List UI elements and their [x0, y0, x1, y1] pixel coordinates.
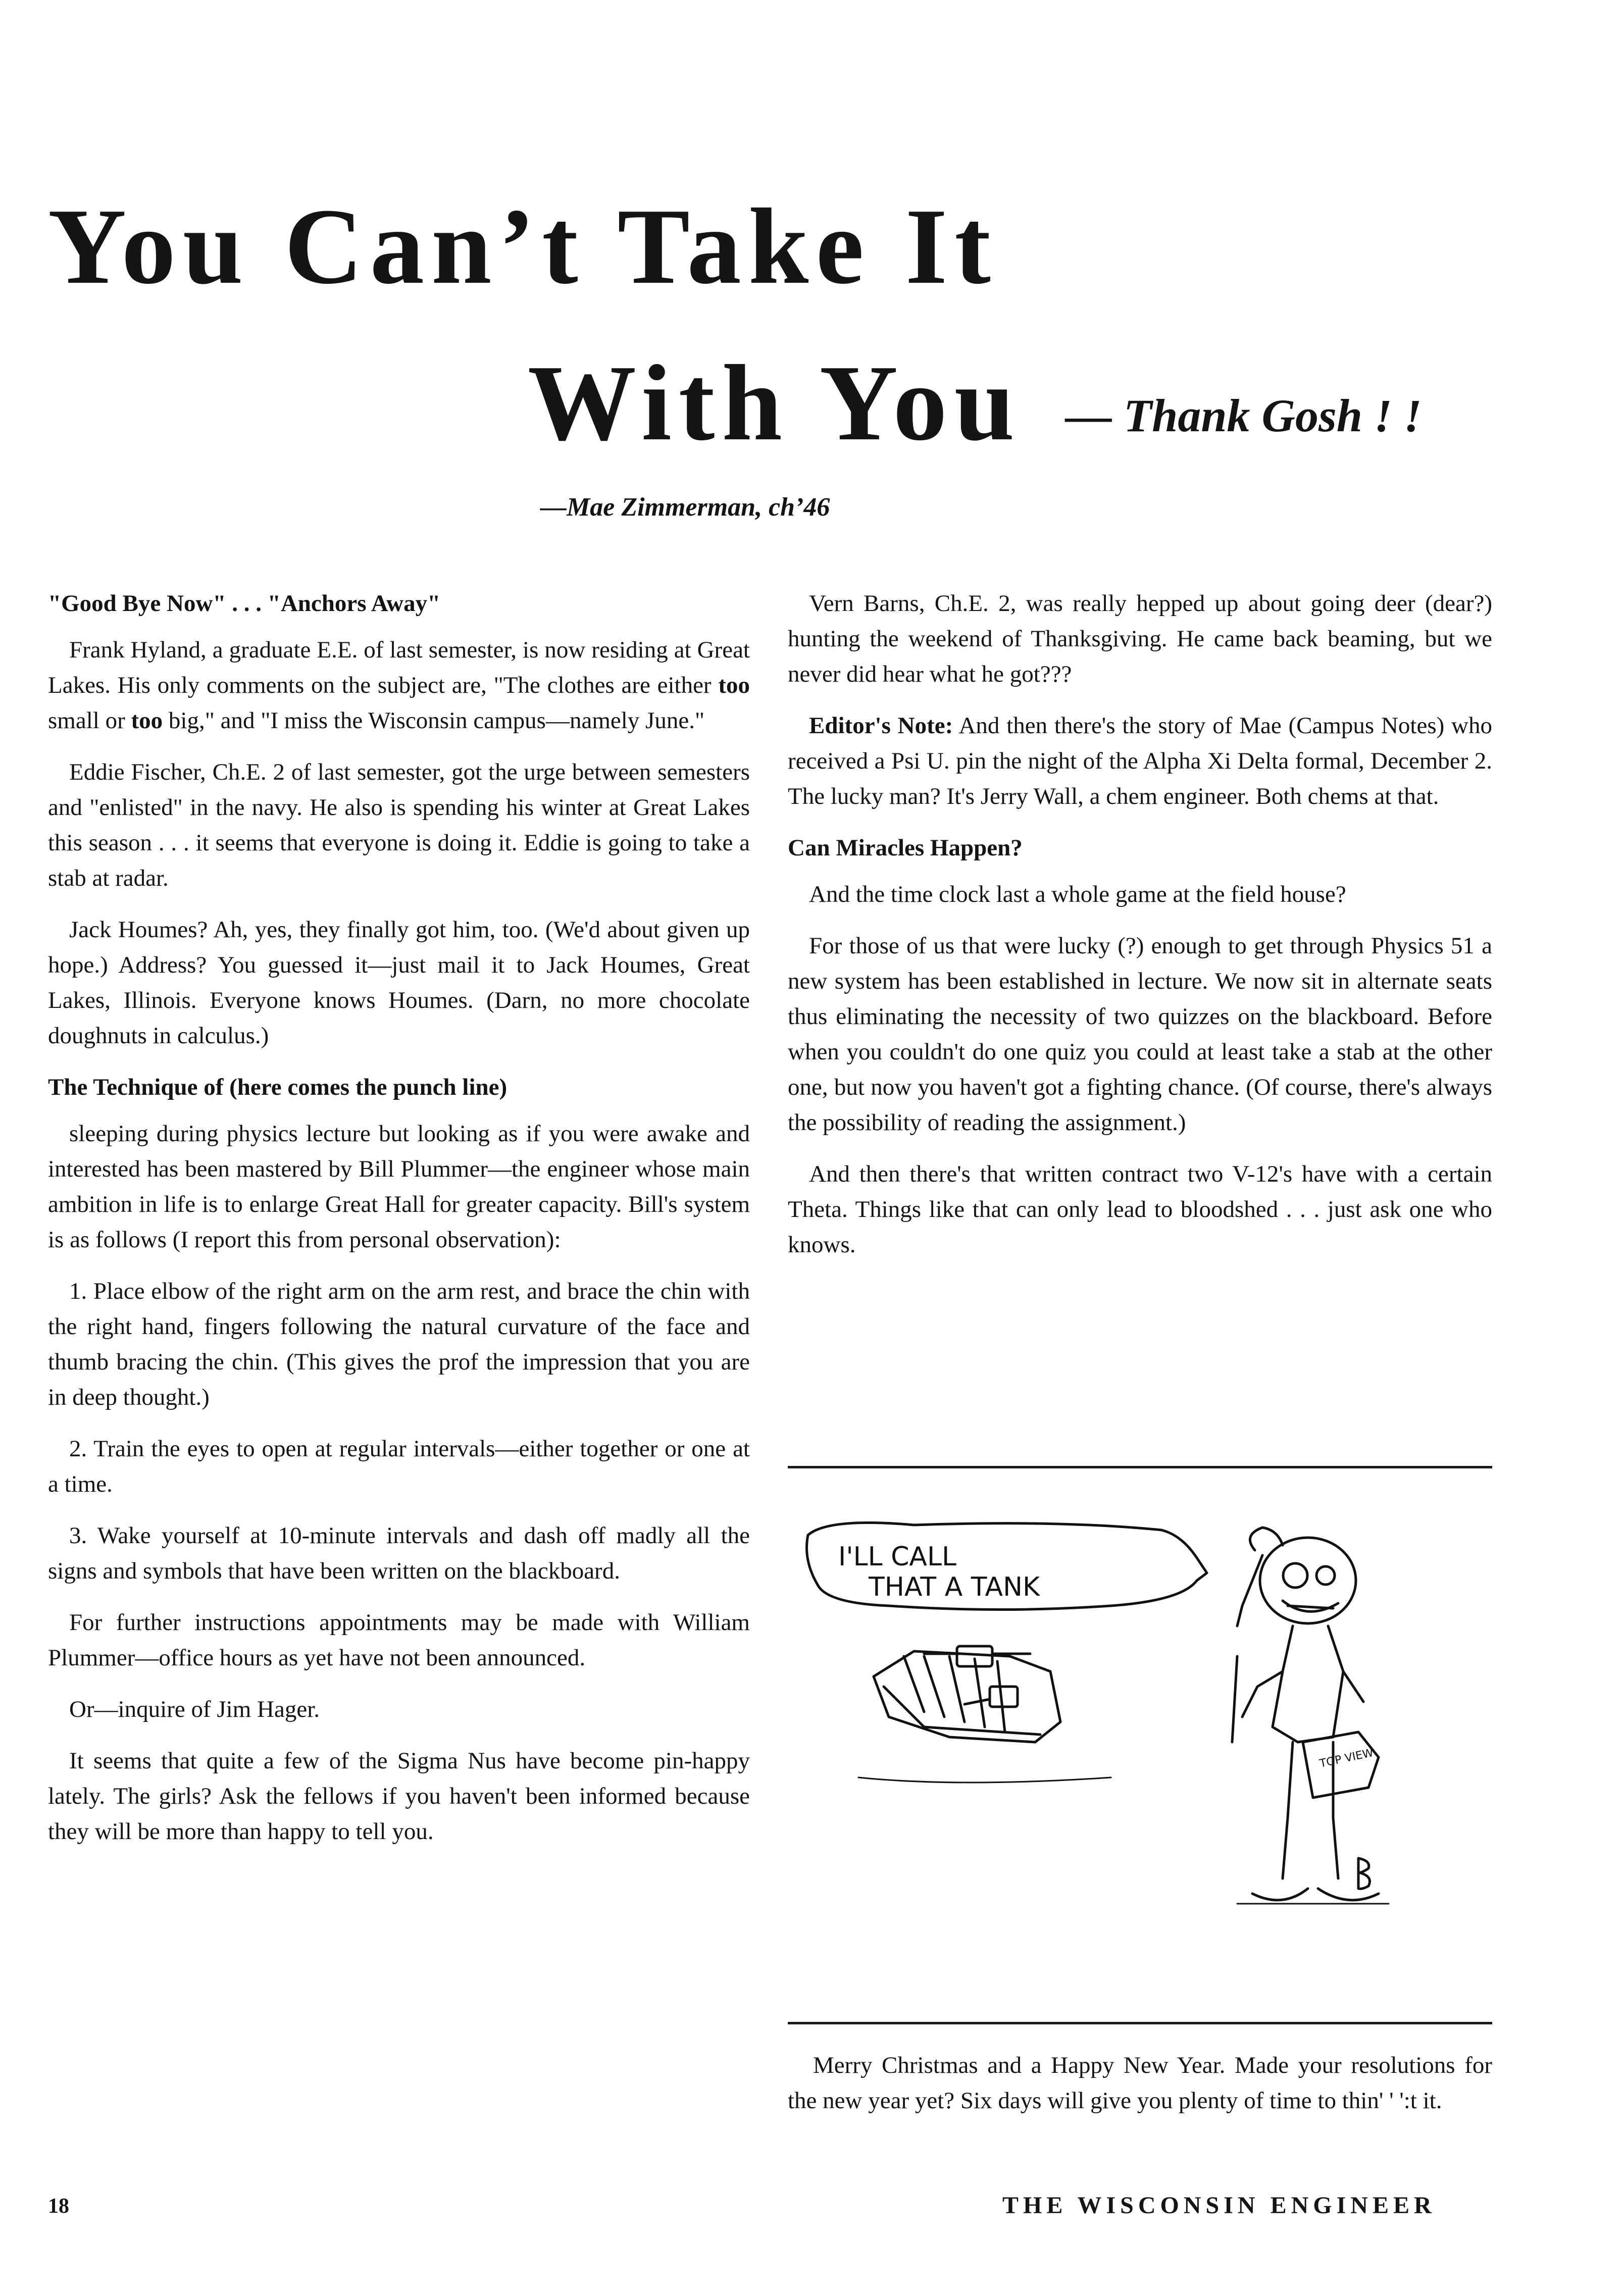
- paragraph-eddie-fischer: Eddie Fischer, Ch.E. 2 of last semester, got the urge between semesters and "enlisted" in the navy. He also is spending his winter at Great Lakes this season . . . it seems that everyone is doing it. Eddie is going to take a stab at radar.: [48, 759, 750, 891]
- paragraph-instructions: For further instructions appointments may be made with William Plummer—office hours as yet have not been announced.: [48, 1609, 750, 1671]
- emphasis-too: too: [718, 672, 750, 698]
- section-heading-goodbye: "Good Bye Now" . . . "Anchors Away": [48, 590, 441, 617]
- speech-text-line-2: THAT A TANK: [869, 1572, 1040, 1602]
- emphasis-too: too: [131, 707, 163, 734]
- paragraph-step-1: 1. Place elbow of the right arm on the arm rest, and brace the chin with the right hand, fingers following the natural curvature of the face and thumb bracing the chin. (This gives the prof the impression that you are in deep thought.): [48, 1278, 750, 1410]
- headline-line-2: With You: [528, 342, 1022, 463]
- page-number: 18: [48, 2195, 69, 2218]
- paragraph-jim-hager: Or—inquire of Jim Hager.: [69, 1696, 320, 1722]
- headline-line-1: You Can’t Take It: [48, 186, 998, 307]
- tank-drawing: [858, 1646, 1111, 1783]
- editors-note-label: Editor's Note:: [809, 713, 953, 739]
- headline-subtitle: — Thank Gosh ! !: [1065, 390, 1422, 441]
- paragraph-text: Frank Hyland, a graduate E.E. of last semester, is now residing at Great Lakes. His only comments on the subject are, "The clothes are either: [48, 637, 750, 698]
- divider-top: [788, 1466, 1492, 1468]
- paragraph-text: small or: [48, 707, 131, 734]
- cartoon-illustration: [798, 1505, 1485, 1969]
- paragraph-time-clock: And the time clock last a whole game at the field house?: [809, 881, 1346, 907]
- caption-christmas: Merry Christmas and a Happy New Year. Made your resolutions for the new year yet? Six days will give you plenty of time to thin' ' ':t it.: [788, 2052, 1492, 2114]
- paragraph-physics-51: For those of us that were lucky (?) enough to get through Physics 51 a new system has been established in lecture. We now sit in alternate seats thus eliminating the necessity of two quizzes on the blackboard. Before when you couldn't do one quiz you could at least take a stab at the other one, but now you haven't got a fighting chance. (Of course, there's always the possibility of reading the assignment.): [788, 933, 1492, 1136]
- section-heading-technique: The Technique of (here comes the punch line): [48, 1074, 508, 1100]
- editors-note-text: And then there's the story of Mae (Campus Notes) who received a Psi U. pin the night of the Alpha Xi Delta formal, December 2. The lucky man? It's Jerry Wall, a chem engineer. Both chems at that.: [788, 713, 1493, 809]
- left-column: [48, 586, 750, 1865]
- section-heading-miracles: Can Miracles Happen?: [788, 835, 1023, 861]
- byline: —Mae Zimmerman, ch’46: [540, 493, 830, 522]
- paragraph-v12-contract: And then there's that written contract two V-12's have with a certain Theta. Things like that can only lead to bloodshed . . . just ask one who knows.: [788, 1161, 1492, 1258]
- paragraph-text: big," and "I miss the Wisconsin campus—namely June.": [163, 707, 705, 734]
- paragraph-step-3: 3. Wake yourself at 10-minute intervals and dash off madly all the signs and symbols that have been written on the blackboard.: [48, 1522, 750, 1584]
- paragraph-vern-barns: Vern Barns, Ch.E. 2, was really hepped up about going deer (dear?) hunting the weekend of Thanksgiving. He came back beaming, but we never did hear what he got???: [788, 590, 1492, 687]
- map-label: TOP VIEW: [1318, 1746, 1375, 1770]
- paragraph-sleeping: sleeping during physics lecture but looking as if you were awake and interested has been mastered by Bill Plummer—the engineer whose main ambition in life is to enlarge Great Hall for greater capacity. Bill's system is as follows (I report this from personal observation):: [48, 1121, 750, 1253]
- magazine-name: THE WISCONSIN ENGINEER: [1002, 2192, 1436, 2219]
- speech-text-line-1: I'LL CALL: [838, 1542, 956, 1572]
- paragraph-step-2: 2. Train the eyes to open at regular intervals—either together or one at a time.: [48, 1436, 750, 1497]
- engineer-figure: [1232, 1528, 1389, 1904]
- paragraph-sigma-nus: It seems that quite a few of the Sigma Nus have become pin-happy lately. The girls? Ask the fellows if you haven't been informed because they will be more than happy to tell you.: [48, 1748, 750, 1845]
- paragraph-jack-houmes: Jack Houmes? Ah, yes, they finally got him, too. (We'd about given up hope.) Address? You guessed it—just mail it to Jack Houmes, Great Lakes, Illinois. Everyone knows Houmes. (Darn, no more chocolate doughnuts in calculus.): [48, 917, 750, 1049]
- paragraph-frank-hyland: [48, 632, 750, 738]
- right-column: [788, 586, 1492, 1279]
- divider-bottom: [788, 2022, 1492, 2024]
- paragraph-editors-note: [788, 708, 1492, 814]
